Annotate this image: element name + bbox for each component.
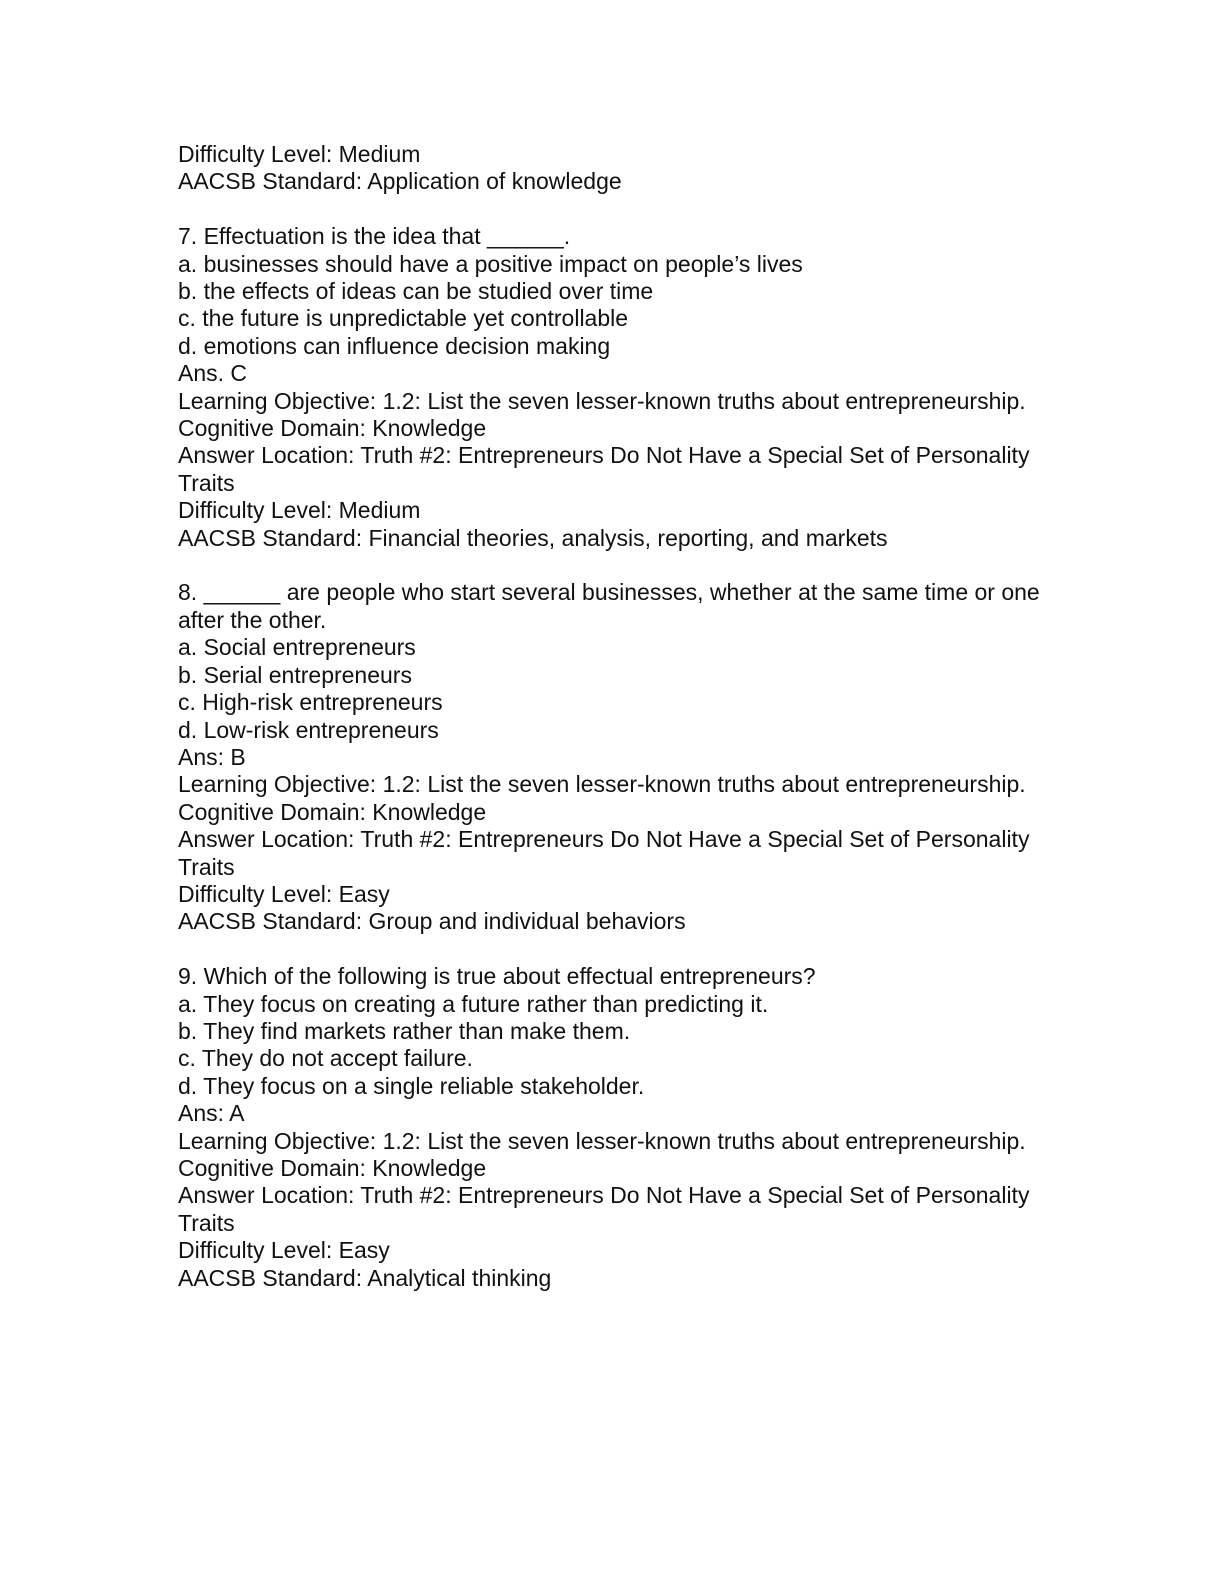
difficulty-level: Difficulty Level: Easy (178, 1237, 390, 1264)
question-stem: 7. Effectuation is the idea that ______. (178, 223, 571, 250)
learning-objective: Learning Objective: 1.2: List the seven lesser-known truths about entrepreneurship. (178, 1127, 1026, 1154)
option-b: b. the effects of ideas can be studied over time (178, 278, 654, 305)
spacer (178, 552, 1058, 579)
difficulty-level: Difficulty Level: Medium (178, 141, 421, 167)
previous-question-meta (178, 141, 1058, 196)
learning-objective: Learning Objective: 1.2: List the seven lesser-known truths about entrepreneurship. (178, 387, 1026, 414)
option-b: b. They find markets rather than make them. (178, 1017, 631, 1044)
document-page (178, 141, 1058, 1292)
question-9 (178, 963, 1058, 1292)
option-d: d. Low-risk entrepreneurs (178, 716, 439, 743)
answer: Ans. C (178, 360, 248, 387)
option-a: a. They focus on creating a future rather than predicting it. (178, 990, 769, 1017)
spacer (178, 196, 1058, 223)
question-8 (178, 579, 1058, 935)
learning-objective: Learning Objective: 1.2: List the seven lesser-known truths about entrepreneurship. (178, 771, 1026, 798)
answer: Ans: A (178, 1100, 245, 1127)
option-b: b. Serial entrepreneurs (178, 661, 412, 688)
aacsb-standard: AACSB Standard: Analytical thinking (178, 1264, 552, 1291)
option-a: a. businesses should have a positive impact on people’s lives (178, 250, 803, 277)
cognitive-domain: Cognitive Domain: Knowledge (178, 415, 487, 442)
answer: Ans: B (178, 743, 246, 770)
difficulty-level: Difficulty Level: Medium (178, 497, 421, 524)
cognitive-domain: Cognitive Domain: Knowledge (178, 798, 487, 825)
question-stem: 9. Which of the following is true about effectual entrepreneurs? (178, 963, 816, 990)
option-a: a. Social entrepreneurs (178, 634, 416, 661)
answer-location: Answer Location: Truth #2: Entrepreneurs Do Not Have a Special Set of Personality Traits (178, 826, 1036, 880)
question-stem: 8. ______ are people who start several businesses, whether at the same time or one after the other. (178, 579, 1047, 633)
question-7 (178, 223, 1058, 552)
aacsb-standard: AACSB Standard: Application of knowledge (178, 168, 622, 195)
cognitive-domain: Cognitive Domain: Knowledge (178, 1154, 487, 1181)
answer-location: Answer Location: Truth #2: Entrepreneurs Do Not Have a Special Set of Personality Traits (178, 442, 1036, 496)
option-d: d. They focus on a single reliable stakeholder. (178, 1072, 645, 1099)
aacsb-standard: AACSB Standard: Group and individual behaviors (178, 908, 686, 935)
option-c: c. the future is unpredictable yet controllable (178, 305, 629, 332)
option-c: c. They do not accept failure. (178, 1045, 473, 1072)
option-c: c. High-risk entrepreneurs (178, 689, 443, 716)
answer-location: Answer Location: Truth #2: Entrepreneurs Do Not Have a Special Set of Personality Traits (178, 1182, 1036, 1236)
aacsb-standard: AACSB Standard: Financial theories, analysis, reporting, and markets (178, 524, 888, 551)
option-d: d. emotions can influence decision making (178, 332, 611, 359)
spacer (178, 936, 1058, 963)
difficulty-level: Difficulty Level: Easy (178, 880, 390, 907)
